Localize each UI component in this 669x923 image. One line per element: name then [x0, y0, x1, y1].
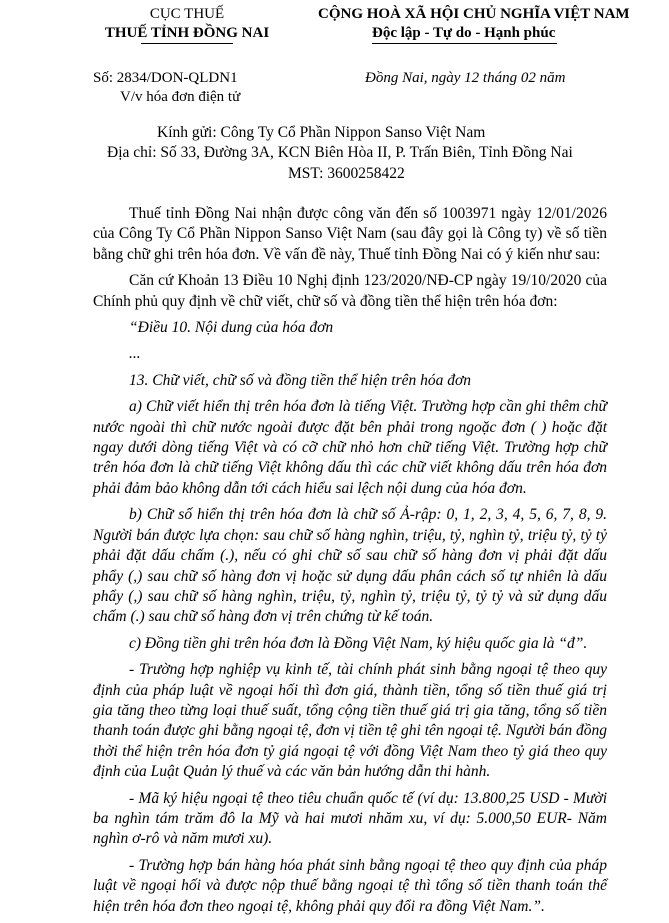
- nation-title: CỘNG HOÀ XÃ HỘI CHỦ NGHĨA VIỆT NAM: [318, 6, 630, 22]
- document-number: Số: 2834/DON-QLDN1: [93, 70, 238, 86]
- clause-c-bullet-2: - Mã ký hiệu ngoại tệ theo tiêu chuẩn quốc tế (ví dụ: 13.800,25 USD - Mười ba nghìn tám trăm đô la Mỹ và hai mươi nhăm xu, ví dụ: 5.000,50 EUR- Năm nghìn ơ-rô và năm mươi xu).: [93, 789, 607, 848]
- clause-b: b) Chữ số hiển thị trên hóa đơn là chữ số Ả-rập: 0, 1, 2, 3, 4, 5, 6, 7, 8, 9. Người bán được lựa chọn: sau chữ số hàng nghìn, triệu, tỷ, nghìn tỷ, triệu tỷ, tỷ tỷ phải đặt dấu chấm (.), nếu có ghi chữ số sau chữ số hàng đơn vị phải đặt dấu phẩy (,) sau chữ số hàng đơn vị hoặc sử dụng dấu phân cách số tự nhiên là dấu phẩy (,) sau chữ số hàng nghìn, triệu, tỷ, nghìn tỷ, triệu tỷ, tỷ tỷ và sử dụng dấu chấm (.) sau chữ số hàng đơn vị trên chứng từ kế toán.: [93, 506, 607, 626]
- document-subject: V/v hóa đơn điện tử: [120, 89, 241, 105]
- quote-title: “Điều 10. Nội dung của hóa đơn: [129, 319, 334, 337]
- paragraph-legal-basis: Căn cứ Khoản 13 Điều 10 Nghị định 123/2020/NĐ-CP ngày 19/10/2020 của Chính phủ quy định về chữ viết, chữ số và đồng tiền thể hiện trên hóa đơn:: [93, 272, 607, 310]
- parent-agency: CỤC THUẾ: [149, 6, 225, 22]
- clause-a: a) Chữ viết hiển thị trên hóa đơn là tiếng Việt. Trường hợp cần ghi thêm chữ nước ngoài thì chữ nước ngoài được đặt bên phải trong ngoặc đơn ( ) hoặc đặt ngay dưới dòng tiếng Việt và có cỡ chữ nhỏ hơn chữ tiếng Việt. Trường hợp chữ trên hóa đơn là chữ tiếng Việt không dấu thì các chữ viết không dấu trên hóa đơn phải đảm bảo không dẫn tới cách hiểu sai lệch nội dung của hóa đơn.: [93, 398, 607, 497]
- recipient-tax-code: MST: 3600258422: [288, 165, 405, 182]
- agency-underline: [141, 43, 233, 44]
- letter-body: [93, 204, 607, 923]
- motto-underline: [372, 43, 557, 44]
- quote-ellipsis: ...: [129, 345, 141, 363]
- place-date: Đồng Nai, ngày 12 tháng 02 năm: [365, 70, 566, 86]
- clause-c: c) Đồng tiền ghi trên hóa đơn là Đồng Việt Nam, ký hiệu quốc gia là “đ”.: [129, 634, 588, 652]
- paragraph-intro: Thuế tỉnh Đồng Nai nhận được công văn đến số 1003971 ngày 12/01/2026 của Công Ty Cổ Phần Nippon Sanso Việt Nam (sau đây gọi là Công ty) về số tiền bằng chữ ghi trên hóa đơn. Về vấn đề này, Thuế tỉnh Đồng Nai có ý kiến như sau:: [93, 205, 607, 263]
- recipient-line: Kính gửi: Công Ty Cổ Phần Nippon Sanso Việt Nam: [157, 124, 486, 141]
- recipient-address: Địa chỉ: Số 33, Đường 3A, KCN Biên Hòa II, P. Trấn Biên, Tỉnh Đồng Nai: [107, 144, 573, 161]
- clause-13-heading: 13. Chữ viết, chữ số và đồng tiền thể hiện trên hóa đơn: [129, 371, 472, 389]
- clause-c-bullet-3: - Trường hợp bán hàng hóa phát sinh bằng ngoại tệ theo quy định của pháp luật về ngoại hối và được nộp thuế bằng ngoại tệ thì tổng số tiền thanh toán thể hiện trên hóa đơn theo ngoại tệ, không phải quy đổi ra đồng Việt Nam.”.: [93, 856, 607, 915]
- clause-c-bullet-1: - Trường hợp nghiệp vụ kinh tế, tài chính phát sinh bằng ngoại tệ theo quy định của pháp luật về ngoại hối thì đơn giá, thành tiền, tổng số tiền thuế giá trị gia tăng theo từng loại thuế suất, tổng cộng tiền thuế giá trị gia tăng, tổng số tiền thanh toán được ghi bằng ngoại tệ, đơn vị tiền tệ ghi tên ngoại tệ. Người bán đồng thời thể hiện trên hóa đơn tỷ giá ngoại tệ với đồng Việt Nam theo tỷ giá theo quy định của Luật Quản lý thuế và các văn bản hướng dẫn thi hành.: [93, 661, 607, 781]
- national-motto: Độc lập - Tự do - Hạnh phúc: [372, 25, 556, 41]
- agency-name: THUẾ TỈNH ĐỒNG NAI: [104, 25, 270, 41]
